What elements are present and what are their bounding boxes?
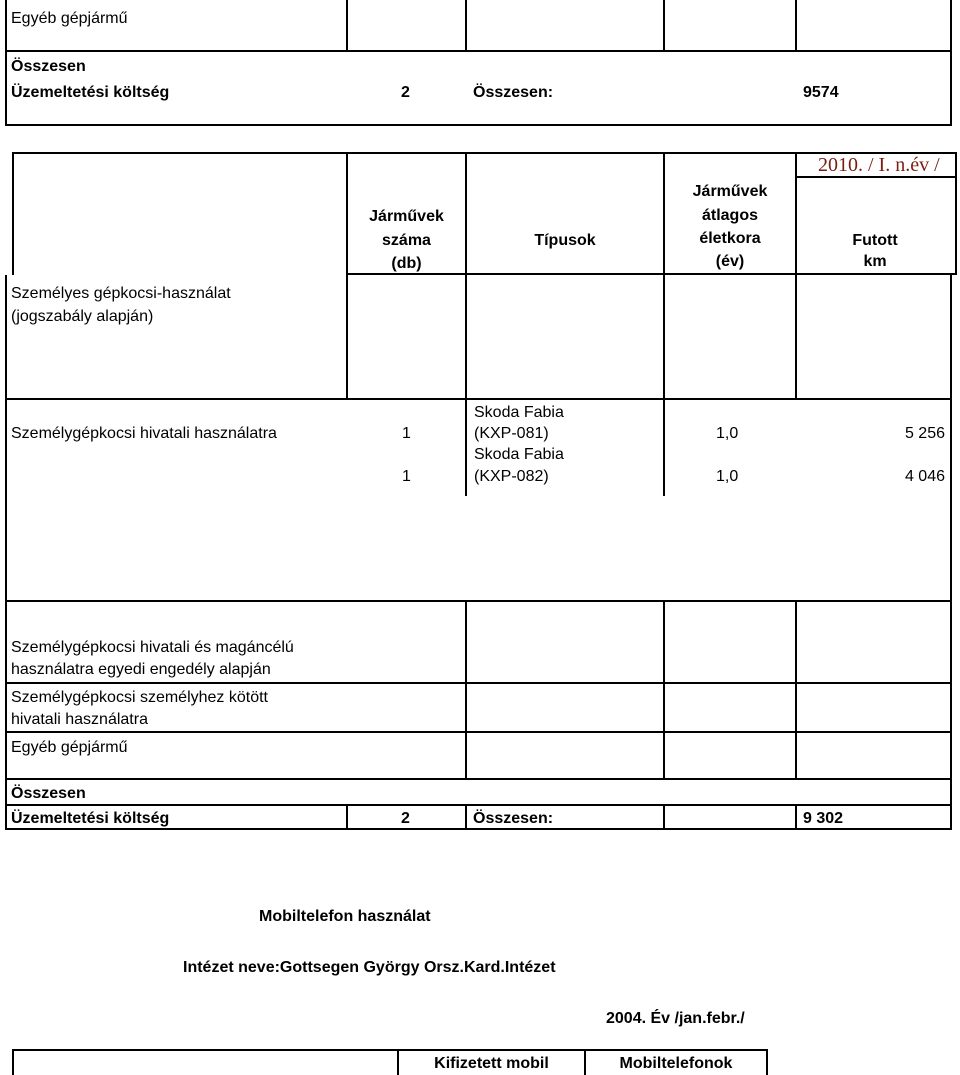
header-age: Járművek átlagos életkora (év)	[692, 183, 768, 270]
top-row-osszesen: Összesen	[11, 58, 86, 75]
vehicle-1-age: 1,0	[716, 425, 739, 442]
header-types: Típusok	[534, 232, 596, 249]
top-cost-count: 2	[401, 84, 410, 101]
vehicle-2-km: 4 046	[904, 468, 945, 485]
osszesen-label: Összesen	[11, 785, 86, 802]
mobile-period: 2004. Év /jan.febr./	[606, 1010, 745, 1027]
row-szemelyhez: Személygépkocsi személyhez kötött hivatali használatra	[11, 689, 268, 728]
vehicle-1-count: 1	[402, 425, 411, 442]
vehicle-1-km: 5 256	[904, 425, 945, 442]
header-count: Járművek száma (db)	[369, 208, 444, 272]
cost-count: 2	[401, 810, 410, 827]
cost-total-label: Összesen:	[473, 810, 554, 827]
col-mobile-phones: Mobiltelefonok	[619, 1055, 733, 1072]
mobile-title: Mobiltelefon használat	[259, 908, 431, 925]
section-label: Személyes gépkocsi-használat (jogszabály alapján)	[11, 285, 231, 325]
vehicle-1-plate: (KXP-081)	[474, 425, 549, 442]
vehicle-1-type: Skoda Fabia	[474, 404, 564, 421]
top-cost-total-label: Összesen:	[473, 84, 554, 101]
col-paid-mobile: Kifizetett mobil	[434, 1055, 549, 1072]
cost-total-value: 9 302	[803, 810, 844, 827]
row-egyeb: Egyéb gépjármű	[11, 739, 128, 756]
top-row-egyeb: Egyéb gépjármű	[11, 10, 128, 27]
top-cost-total-value: 9574	[803, 84, 839, 101]
period-label: 2010. / I. n.év /	[818, 154, 940, 176]
hivatali-label: Személygépkocsi hivatali használatra	[11, 425, 277, 442]
vehicle-2-plate: (KXP-082)	[474, 468, 549, 485]
vehicle-2-count: 1	[402, 468, 411, 485]
row-maganc: Személygépkocsi hivatali és magáncélú használatra egyedi engedély alapján	[11, 639, 294, 678]
header-km: Futott km	[852, 232, 898, 270]
top-cost-label: Üzemeltetési költség	[11, 84, 170, 101]
institution-name: Intézet neve:Gottsegen György Orsz.Kard.Intézet	[183, 959, 556, 976]
vehicle-2-type: Skoda Fabia	[474, 446, 564, 463]
vehicle-2-age: 1,0	[716, 468, 739, 485]
cost-label: Üzemeltetési költség	[11, 810, 170, 827]
